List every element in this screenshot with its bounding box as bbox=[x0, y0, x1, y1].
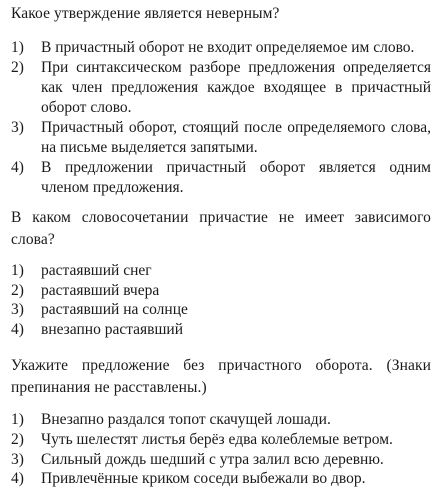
question-2 bbox=[11, 207, 431, 339]
option-text: Сильный дождь шедший с утра залил всю деревню. bbox=[41, 450, 384, 468]
option-text: Внезапно раздался топот скачущей лошади. bbox=[41, 411, 331, 428]
option-number: 1) bbox=[11, 411, 24, 428]
question-3-option-4[interactable] bbox=[11, 469, 431, 489]
option-number: 1) bbox=[11, 39, 24, 56]
option-number: 4) bbox=[11, 320, 24, 338]
question-1-text: Какое утверждение является неверным? bbox=[11, 5, 280, 22]
option-number: 2) bbox=[11, 281, 24, 299]
option-number: 3) bbox=[11, 119, 24, 136]
question-2-option-3[interactable] bbox=[11, 300, 431, 320]
option-number: 4) bbox=[11, 159, 24, 176]
question-1-option-2[interactable] bbox=[11, 58, 431, 118]
question-3-options bbox=[11, 410, 431, 489]
option-text: Чуть шелестят листья берёз едва колеблемые ветром. bbox=[41, 430, 393, 448]
question-2-options bbox=[11, 261, 431, 339]
option-number: 2) bbox=[11, 59, 24, 76]
question-3 bbox=[11, 355, 431, 489]
option-number: 3) bbox=[11, 450, 24, 468]
question-1-option-1[interactable] bbox=[11, 38, 431, 58]
option-text: растаявший вчера bbox=[41, 281, 160, 299]
question-3-option-3[interactable] bbox=[11, 450, 431, 470]
question-1 bbox=[11, 3, 431, 198]
question-1-option-3[interactable] bbox=[11, 118, 431, 158]
question-1-options bbox=[11, 38, 431, 198]
option-text: В предложении причастный оборот является одним членом предложения. bbox=[41, 159, 431, 196]
question-2-option-4[interactable] bbox=[11, 320, 431, 340]
option-text: При синтаксическом разборе предложения определяется как член предложения каждое входящее в причастный оборот слово. bbox=[41, 59, 431, 116]
option-text: Привлечённые криком соседи выбежали во двор. bbox=[41, 470, 366, 488]
question-1-option-4[interactable] bbox=[11, 158, 431, 198]
question-3-option-2[interactable] bbox=[11, 430, 431, 450]
option-text: внезапно растаявший bbox=[41, 320, 184, 338]
option-number: 3) bbox=[11, 301, 24, 319]
option-text: Причастный оборот, стоящий после определяемого слова, на письме выделяется запятыми. bbox=[41, 119, 431, 156]
question-2-option-2[interactable] bbox=[11, 281, 431, 301]
option-number: 4) bbox=[11, 470, 24, 488]
question-3-text: Укажите предложение без причастного оборота. (Знаки препинания не расставлены.) bbox=[11, 357, 431, 396]
option-number: 1) bbox=[11, 262, 24, 279]
option-text: растаявший на солнце bbox=[41, 301, 188, 319]
question-2-option-1[interactable] bbox=[11, 261, 431, 281]
option-text: В причастный оборот не входит определяемое им слово. bbox=[41, 39, 415, 56]
question-2-text: В каком словосочетании причастие не имеет зависимого слова? bbox=[11, 209, 431, 248]
option-text: растаявший снег bbox=[41, 262, 152, 279]
option-number: 2) bbox=[11, 430, 24, 448]
question-3-option-1[interactable] bbox=[11, 410, 431, 430]
